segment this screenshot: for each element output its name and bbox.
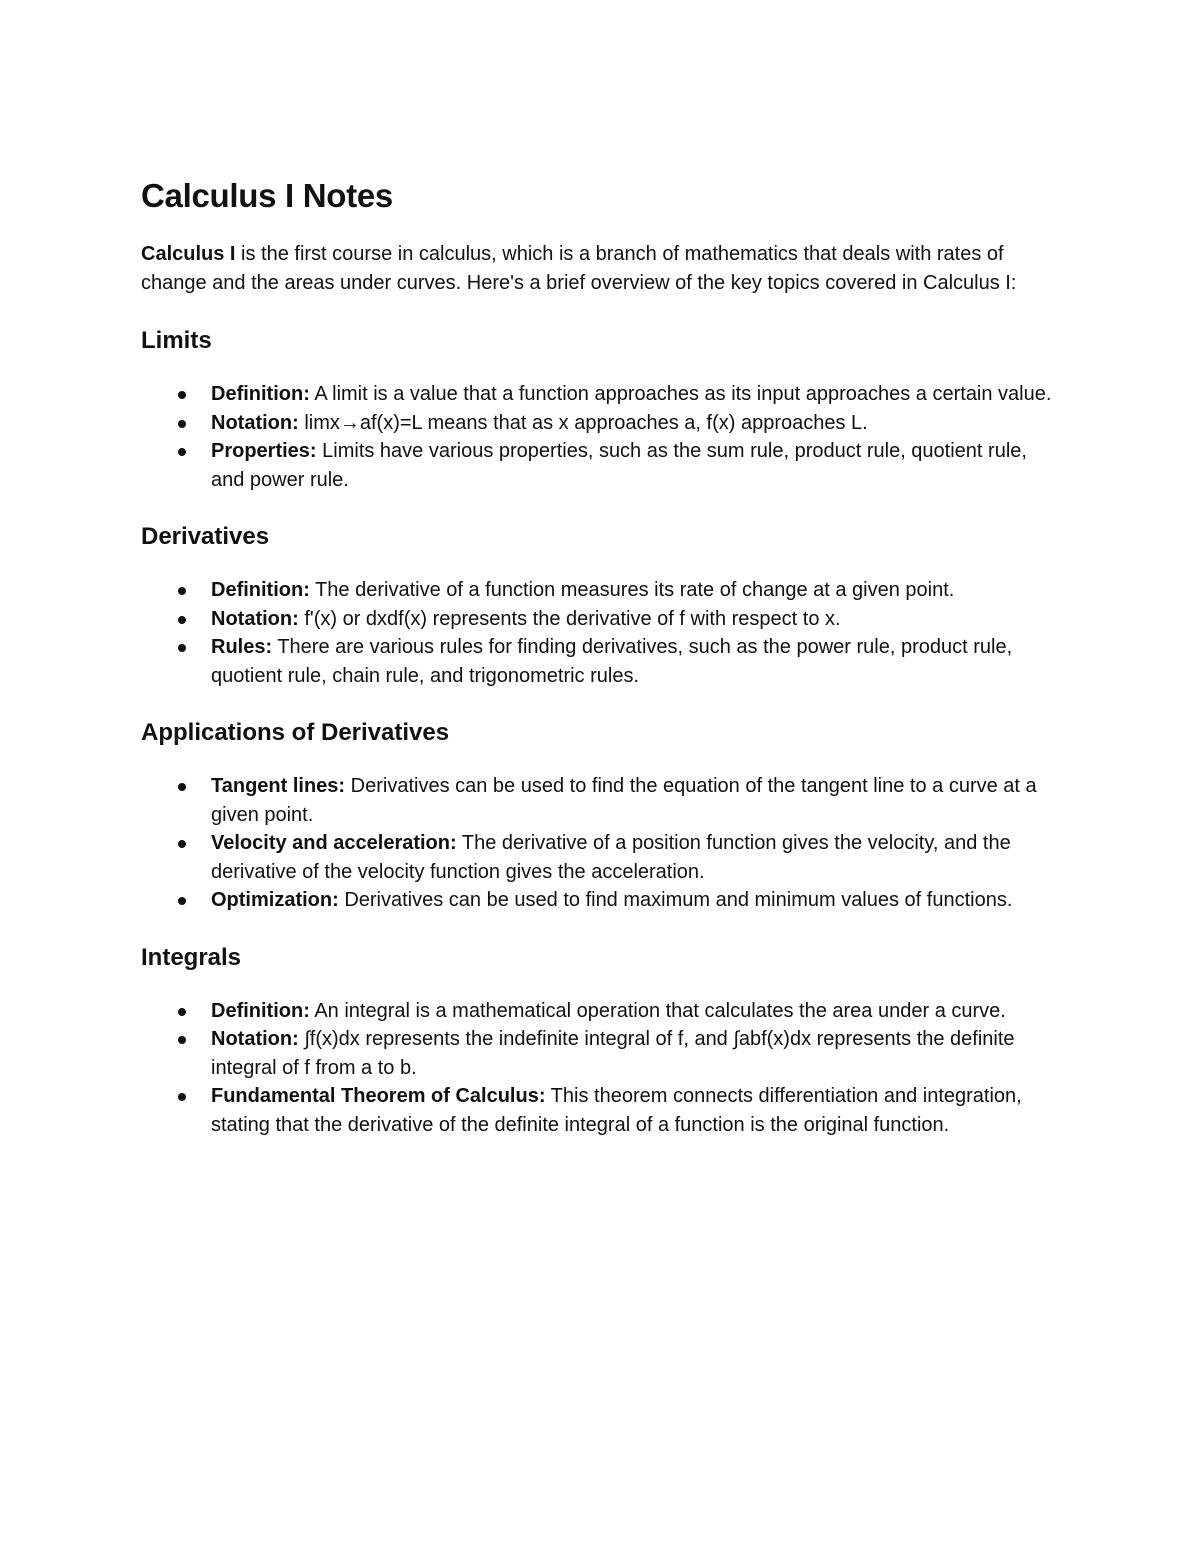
item-text: Limits have various properties, such as the sum rule, product rule, quotient rule, and power rule. (211, 440, 1027, 491)
item-text: f'(x) or dxdf(x) represents the derivative of f with respect to x. (298, 607, 841, 630)
bullet-list (141, 772, 1061, 915)
bullet-icon (178, 587, 186, 595)
item-term: Optimization: (211, 889, 339, 911)
item-text: limx→af(x)=L means that as x approaches a, f(x) approaches L. (298, 411, 868, 434)
bullet-icon (178, 1008, 186, 1016)
list-item (141, 772, 1061, 829)
item-term: Velocity and acceleration: (211, 832, 457, 854)
section-applications-of-derivatives (141, 718, 1061, 915)
document-page (141, 176, 1061, 1139)
bullet-icon (178, 391, 186, 399)
bullet-icon (178, 783, 186, 791)
bullet-icon (178, 840, 186, 848)
section-heading: Derivatives (141, 523, 270, 550)
list-item (141, 605, 1061, 634)
bullet-icon (178, 616, 186, 624)
item-text: The derivative of a function measures its rate of change at a given point. (309, 579, 955, 601)
section-heading: Applications of Derivatives (141, 719, 450, 746)
list-item (141, 1082, 1061, 1139)
section-derivatives (141, 522, 1061, 690)
item-text: An integral is a mathematical operation that calculates the area under a curve. (309, 999, 1006, 1022)
list-item (141, 997, 1061, 1026)
item-term: Notation: (211, 1028, 299, 1050)
page-title: Calculus I Notes (141, 177, 393, 214)
list-item (141, 380, 1061, 409)
section-heading: Limits (141, 327, 212, 354)
item-text: This theorem connects differentiation and integration, stating that the derivative of the definite integral of a function is the original function. (211, 1085, 1022, 1136)
section-heading: Integrals (141, 943, 242, 971)
item-text: ∫f(x)dx represents the indefinite integral of f, and ∫abf(x)dx represents the definite integral of f from a to b. (211, 1028, 1015, 1079)
item-term: Rules: (211, 636, 273, 658)
list-item (141, 409, 1061, 438)
intro-paragraph (141, 240, 1061, 298)
bullet-icon (178, 644, 186, 652)
item-term: Fundamental Theorem of Calculus: (211, 1085, 546, 1107)
bullet-icon (178, 448, 186, 456)
item-text: Derivatives can be used to find maximum and minimum values of functions. (338, 889, 1013, 911)
item-term: Notation: (211, 607, 299, 630)
bullet-list (141, 380, 1061, 494)
bullet-icon (178, 897, 186, 905)
section-integrals (141, 943, 1061, 1140)
item-text: A limit is a value that a function approaches as its input approaches a certain value. (309, 383, 1052, 405)
item-text: Derivatives can be used to find the equation of the tangent line to a curve at a given point. (211, 775, 1037, 826)
item-text: There are various rules for finding derivatives, such as the power rule, product rule, quotient rule, chain rule, and trigonometric rules. (211, 636, 1013, 687)
item-term: Definition: (211, 579, 310, 601)
list-item (141, 886, 1061, 915)
item-term: Definition: (211, 999, 310, 1022)
item-term: Definition: (211, 383, 310, 405)
item-term: Properties: (211, 440, 317, 462)
bullet-icon (178, 1036, 186, 1044)
item-term: Notation: (211, 411, 299, 434)
bullet-list (141, 576, 1061, 690)
list-item (141, 633, 1061, 690)
bullet-list (141, 997, 1061, 1140)
list-item (141, 437, 1061, 494)
intro-text: is the first course in calculus, which is a branch of mathematics that deals with rates of change and the areas under curves. Here's a brief overview of the key topics covered in Calculus I: (141, 243, 1017, 294)
list-item (141, 576, 1061, 605)
item-text: The derivative of a position function gives the velocity, and the derivative of the velocity function gives the acceleration. (211, 832, 1011, 883)
list-item (141, 829, 1061, 886)
list-item (141, 1025, 1061, 1082)
bullet-icon (178, 420, 186, 428)
item-term: Tangent lines: (211, 775, 346, 797)
section-limits (141, 326, 1061, 494)
intro-bold-lead: Calculus I (141, 243, 236, 265)
bullet-icon (178, 1093, 186, 1101)
